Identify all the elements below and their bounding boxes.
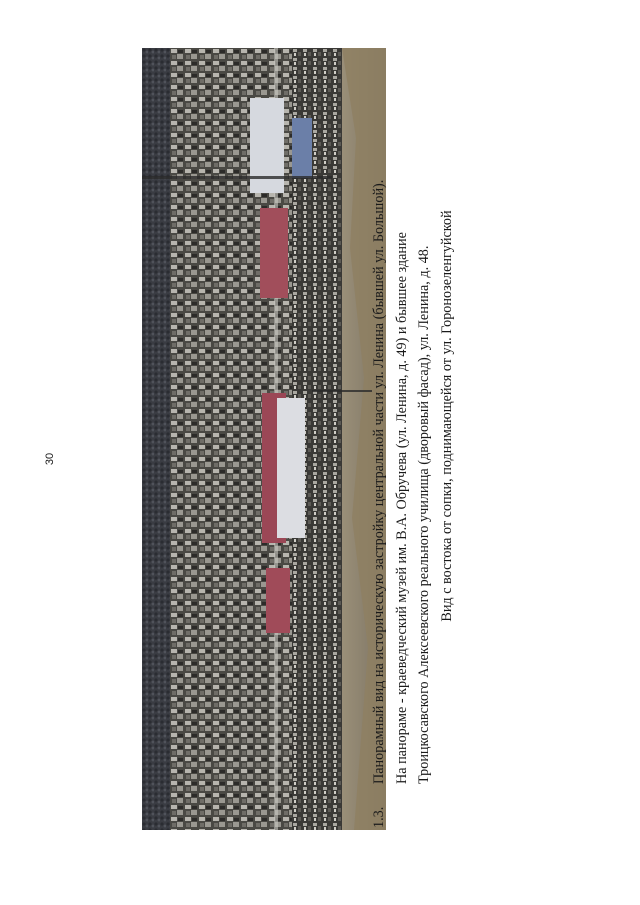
page-number: 30 xyxy=(44,452,56,466)
building-red-3 xyxy=(266,568,290,633)
caption-number: 1.3. xyxy=(371,806,387,828)
panorama-photo xyxy=(142,48,386,830)
caption-line-2: На панораме - краеведческий музей им. В.А. Обручева (ул. Ленина, д. 49) и бывшее здание xyxy=(393,232,410,784)
building-red-1 xyxy=(260,208,288,298)
pole-2 xyxy=(312,390,372,392)
building-blue xyxy=(292,118,312,178)
building-white-2 xyxy=(277,398,305,538)
forest-strip xyxy=(142,48,174,830)
pole xyxy=(142,176,332,179)
photo-caption xyxy=(368,48,458,828)
caption-line-3: Троицкосавского Алексеевского реального училища (дворовый фасад), ул. Ленина, д. 48. xyxy=(416,245,432,784)
caption-line-1 xyxy=(368,48,391,828)
caption-text-1: Панорамный вид на историческую застройку центральной части ул. Ленина (бывшей ул. Большой). xyxy=(371,179,387,784)
caption-line-4: Вид с востока от сопки, поднимающейся от ул. Горонозеленгуйской xyxy=(438,210,455,622)
panorama-photo-icon xyxy=(142,48,386,830)
